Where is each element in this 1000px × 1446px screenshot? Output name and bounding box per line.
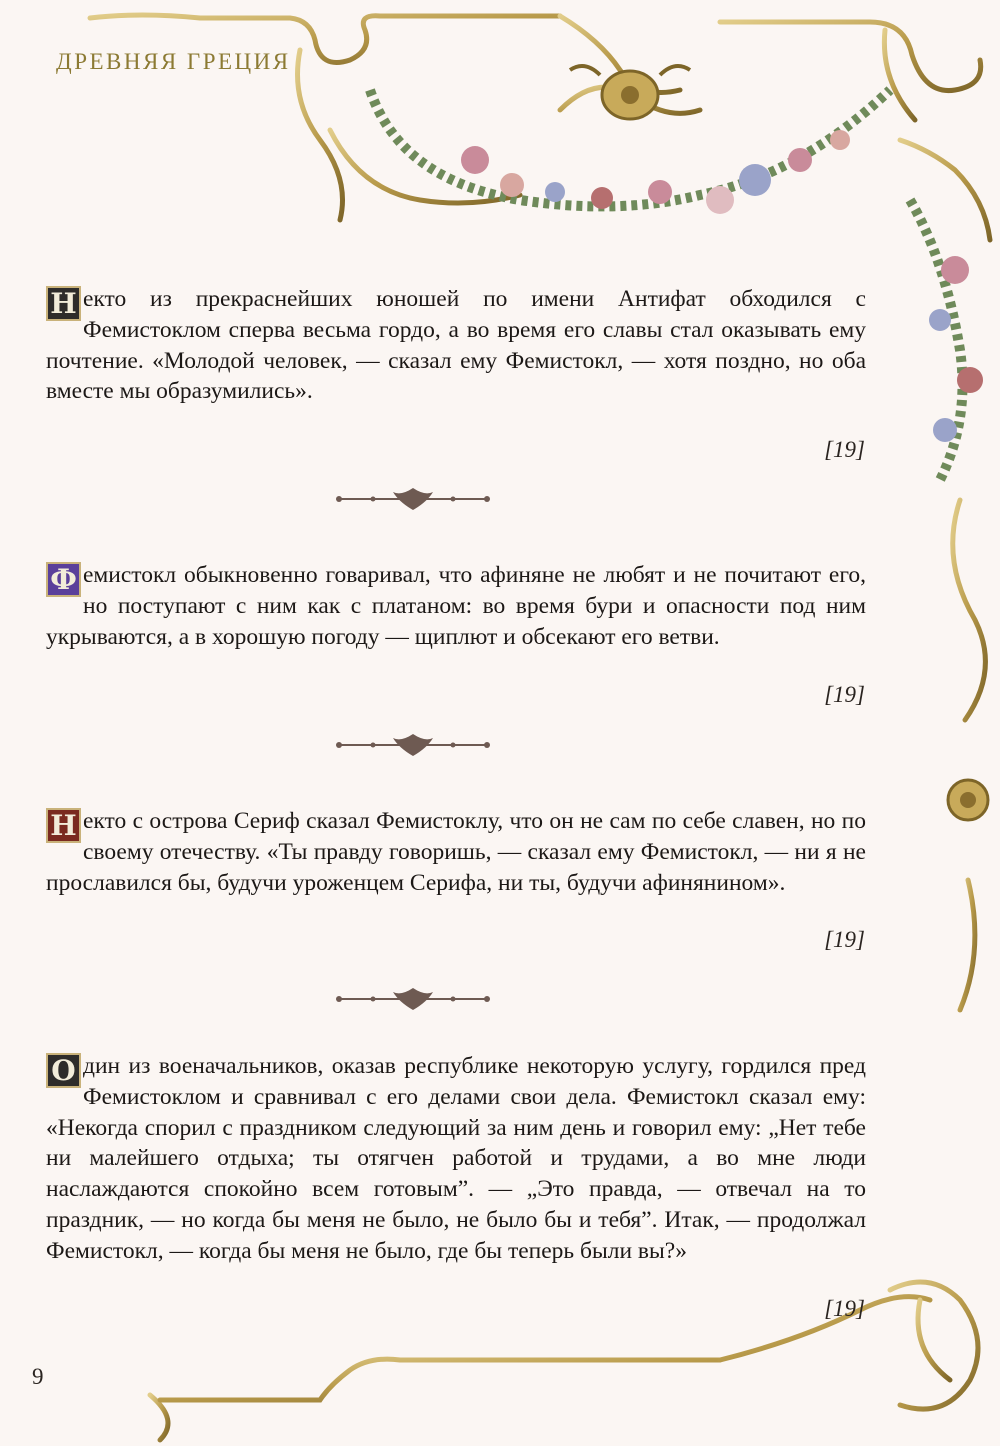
- anecdote-body: екто с острова Сериф сказал Фемистоклу, что он не сам по себе славен, но по своему отечеству. «Ты правду говоришь, — сказал ему Фемистокл, — ни я не прославился бы, будучи уроженцем Серифа, ни ты, будучи афинянином».: [46, 808, 866, 896]
- source-reference: [19]: [824, 927, 865, 952]
- drop-cap: Ф: [46, 562, 81, 597]
- anecdote-entry: [46, 806, 866, 898]
- anecdote-text: [46, 806, 866, 898]
- source-reference: [19]: [824, 437, 865, 462]
- anecdote-body: дин из военачальников, оказав республике некоторую услугу, гордился пред Фемистоклом и сравнивал с его делами свои дела. Фемистокл сказал ему: «Некогда спорил с праздником следующий за ним день и говорил ему: „Нет тебе ни малейшего отдыха; ты отягчен работой и трудами, а во мне люди наслаждаются спокойно всем готовым”. — „Это правда, — отвечал на то праздник, — но когда бы меня не было, не было бы и тебя”. Итак, — продолжал Фемистокл, — когда бы меня не было, где бы теперь были вы?»: [46, 1053, 866, 1264]
- section-title: ДРЕВНЯЯ ГРЕЦИЯ: [56, 49, 291, 74]
- anecdote-entry: [46, 1051, 866, 1267]
- rosette-icon: [948, 780, 988, 820]
- anecdote-body: емистокл обыкновенно говаривал, что афиняне не любят и не почитают его, но поступают с ним как с платаном: во время бури и опасности под ним укрываются, а в хорошую погоду — щиплют и обсекают его ветви.: [46, 562, 866, 650]
- ornamental-divider-icon: [333, 986, 493, 1012]
- anecdote-entry: [46, 284, 866, 407]
- anecdote-body: екто из прекраснейших юношей по имени Антифат обходился с Фемистоклом сперва весьма гордо, а во время его славы стал оказывать ему почтение. «Молодой человек, — сказал ему Фемистокл, — хотя поздно, но оба вместе мы образумились».: [46, 286, 866, 405]
- source-reference: [19]: [824, 682, 865, 707]
- drop-cap: Н: [46, 286, 81, 321]
- drop-cap: Н: [46, 808, 81, 843]
- drop-cap: О: [46, 1053, 81, 1088]
- page-number: 9: [32, 1364, 44, 1389]
- source-reference: [19]: [824, 1296, 865, 1321]
- ornamental-divider-icon: [333, 732, 493, 758]
- anecdote-entry: [46, 560, 866, 652]
- anecdote-text: [46, 560, 866, 652]
- ornamental-divider-icon: [333, 486, 493, 512]
- anecdote-text: [46, 1051, 866, 1267]
- anecdote-text: [46, 284, 866, 407]
